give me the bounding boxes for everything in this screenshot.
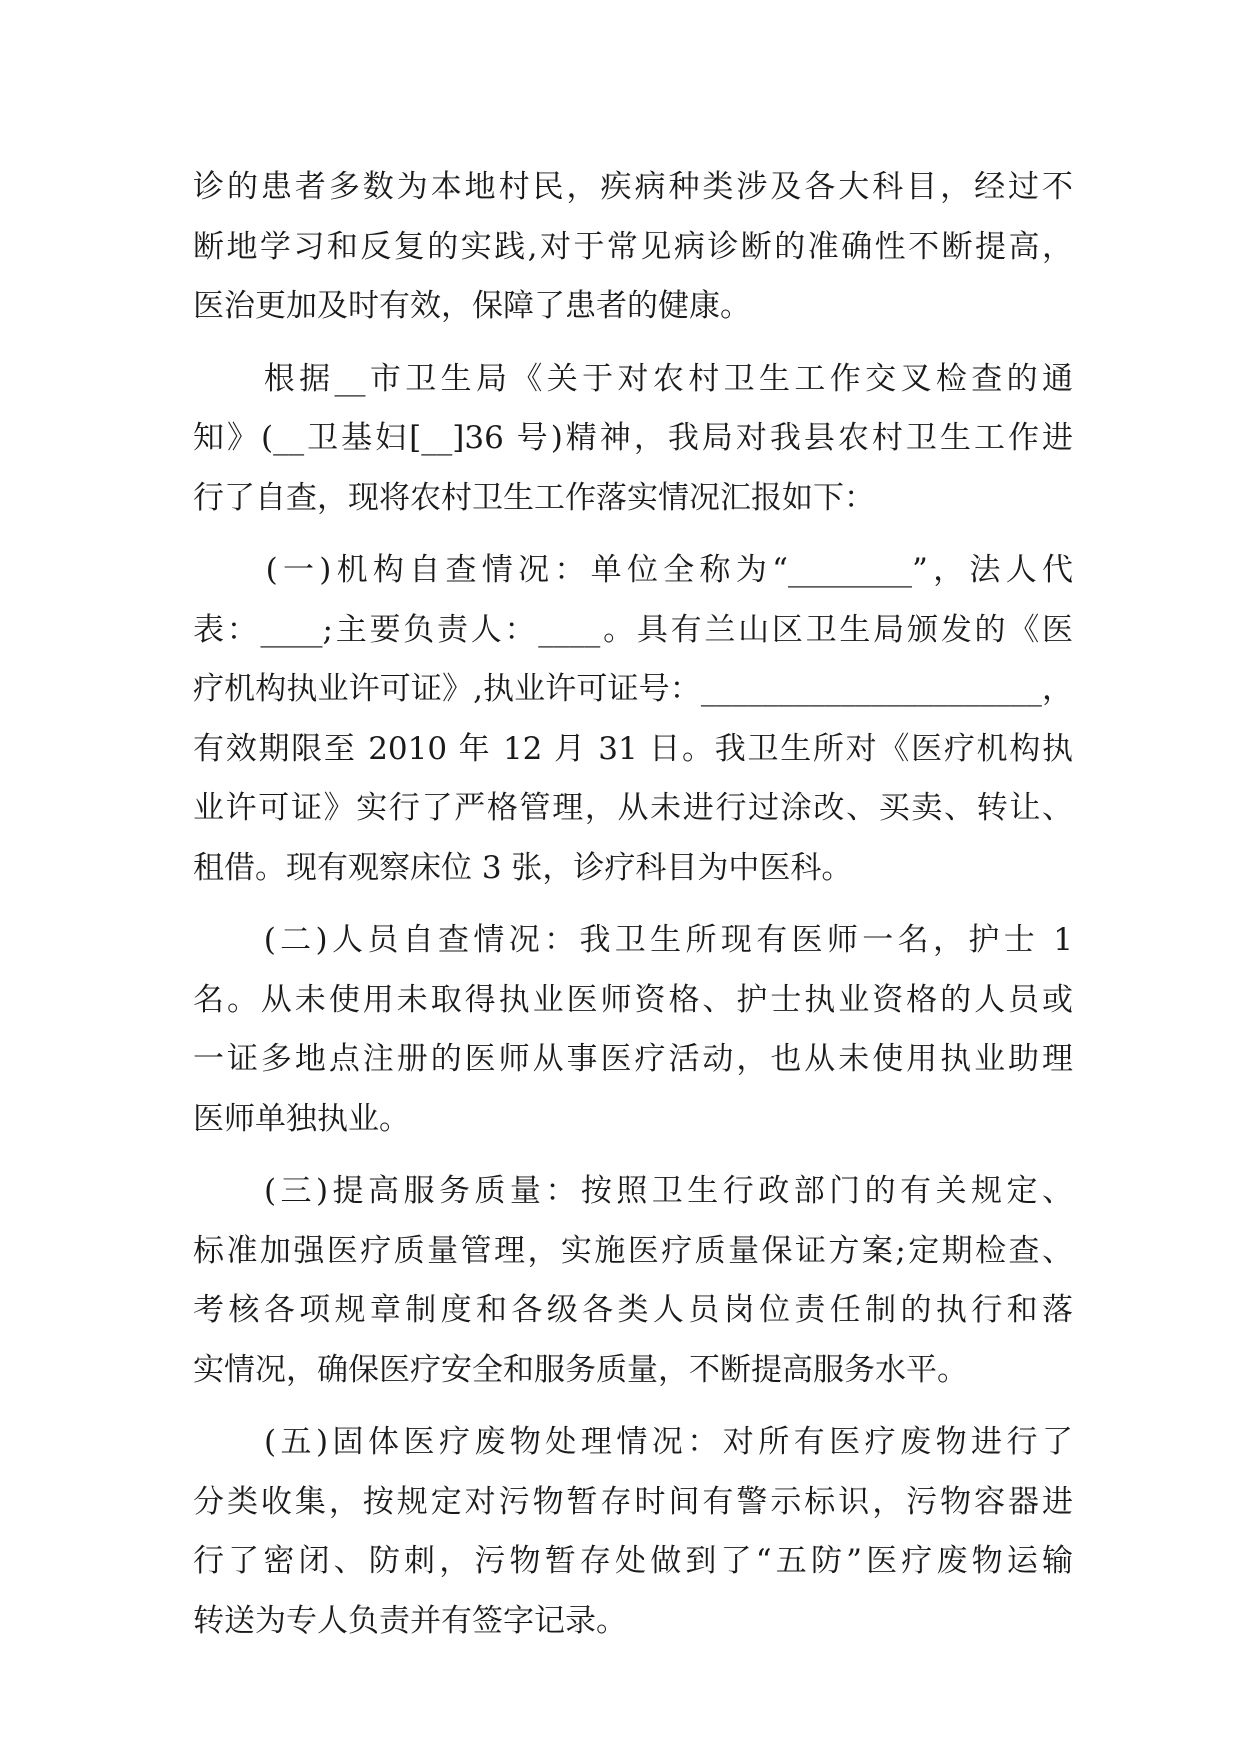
paragraph-spacing xyxy=(193,528,1073,541)
text-line: 租借。现有观察床位 3 张，诊疗科目为中医科。 xyxy=(193,849,853,886)
text-line: 根据__市卫生局《关于对农村卫生工作交叉检查的通 xyxy=(193,360,1073,397)
paragraph-spacing xyxy=(193,337,1073,350)
text-line: 疗机构执业许可证》,执业许可证号：______________________， xyxy=(193,671,1073,707)
text-line: 转送为专人负责并有签字记录。 xyxy=(193,1602,627,1639)
text-line: 知》(__卫基妇[__]36 号)精神，我局对我县农村卫生工作进 xyxy=(193,420,1073,456)
paragraph xyxy=(193,1162,1073,1400)
paragraph xyxy=(193,541,1073,898)
text-line: 名。从未使用未取得执业医师资格、护士执业资格的人员或 xyxy=(193,981,1073,1018)
paragraph xyxy=(193,350,1073,529)
paragraph-spacing xyxy=(193,1400,1073,1413)
paragraph-spacing xyxy=(193,898,1073,911)
text-line: 有效期限至 2010 年 12 月 31 日。我卫生所对《医疗机构执 xyxy=(193,730,1073,767)
paragraph-spacing xyxy=(193,1149,1073,1162)
text-line: (三)提高服务质量：按照卫生行政部门的有关规定、 xyxy=(193,1173,1073,1209)
text-line: 表：____;主要负责人：____。具有兰山区卫生局颁发的《医 xyxy=(193,611,1073,648)
text-line: 诊的患者多数为本地村民，疾病种类涉及各大科目，经过不 xyxy=(193,169,1073,205)
document-body xyxy=(193,158,1073,1651)
paragraph xyxy=(193,1413,1073,1651)
text-line: 考核各项规章制度和各级各类人员岗位责任制的执行和落 xyxy=(193,1292,1073,1328)
text-line: 断地学习和反复的实践,对于常见病诊断的准确性不断提高， xyxy=(193,228,1073,265)
text-line: (二)人员自查情况：我卫生所现有医师一名，护士 1 xyxy=(193,922,1073,958)
text-line: 医治更加及时有效，保障了患者的健康。 xyxy=(193,288,751,324)
text-line: 实情况，确保医疗安全和服务质量，不断提高服务水平。 xyxy=(193,1351,968,1388)
text-line: 标准加强医疗质量管理，实施医疗质量保证方案;定期检查、 xyxy=(193,1232,1073,1269)
paragraph xyxy=(193,911,1073,1149)
text-line: (一)机构自查情况：单位全称为“________”，法人代 xyxy=(193,552,1073,588)
text-line: 业许可证》实行了严格管理，从未进行过涂改、买卖、转让、 xyxy=(193,790,1073,826)
text-line: (五)固体医疗废物处理情况：对所有医疗废物进行了 xyxy=(193,1424,1073,1460)
paragraph xyxy=(193,158,1073,337)
text-line: 行了自查，现将农村卫生工作落实情况汇报如下： xyxy=(193,479,875,516)
text-line: 医师单独执业。 xyxy=(193,1100,410,1137)
text-line: 分类收集，按规定对污物暂存时间有警示标识，污物容器进 xyxy=(193,1483,1073,1520)
text-line: 一证多地点注册的医师从事医疗活动，也从未使用执业助理 xyxy=(193,1041,1073,1077)
text-line: 行了密闭、防刺，污物暂存处做到了“五防”医疗废物运输 xyxy=(193,1543,1073,1579)
